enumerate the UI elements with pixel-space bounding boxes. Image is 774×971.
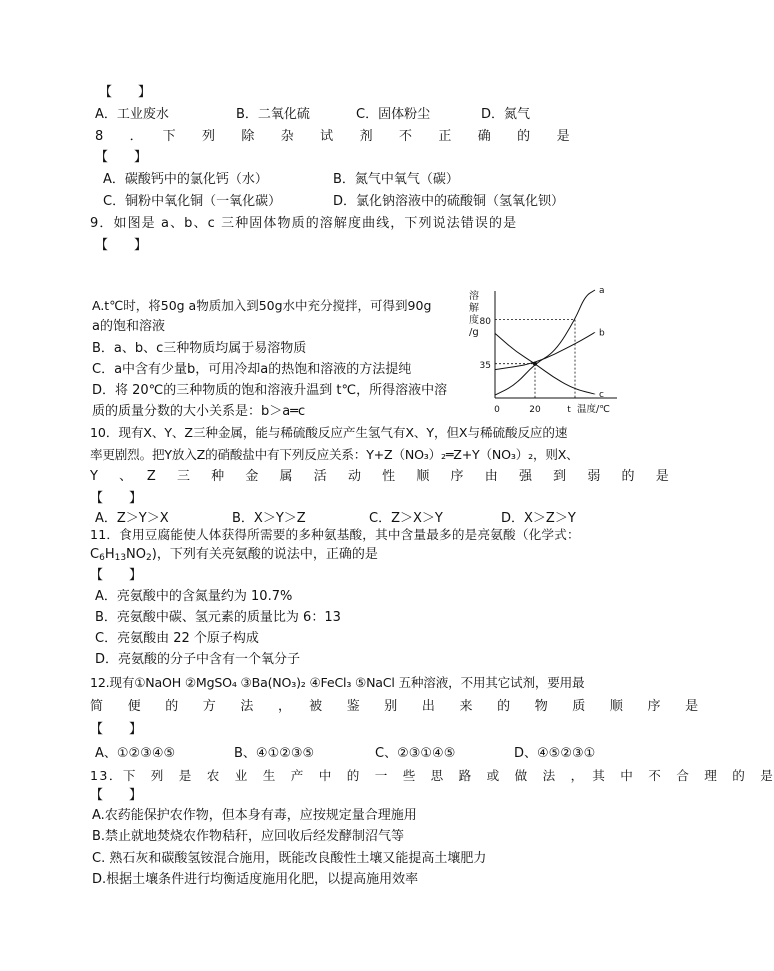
chart-y-label [469, 289, 479, 338]
q8-answer-bracket: 【 】 [95, 150, 148, 165]
q10-option-a: A．Z＞Y＞X [95, 511, 169, 526]
q7-answer-bracket: 【 】 [99, 85, 152, 100]
q9-option-a-line2: a的饱和溶液 [92, 319, 165, 334]
q12-stem-line2: 简 便 的 方 法 ， 被 鉴 别 出 来 的 物 质 顺 序 是 [90, 699, 704, 714]
q7-option-c: C．固体粉尘 [356, 107, 431, 122]
q13-option-d: D.根据土壤条件进行均衡适度施用化肥，以提高施用效率 [92, 872, 419, 887]
intersection-point [533, 362, 537, 366]
q9-option-c: C．a中含有少量b，可用冷却a的热饱和溶液的方法提纯 [92, 362, 412, 377]
series-b-label: b [599, 328, 605, 339]
q13-option-a: A.农药能保护农作物，但本身有毒，应按规定量合理施用 [92, 808, 417, 823]
q9-answer-bracket: 【 】 [95, 238, 148, 253]
y-label-char: /g [469, 327, 479, 338]
series-c-curve [495, 333, 595, 394]
q13-option-b: B.禁止就地焚烧农作物秸秆，应回收后经发酵制沼气等 [92, 829, 405, 844]
q8-option-c: C．铜粉中氧化铜（一氧化碳） [103, 194, 282, 209]
q10-option-c: C．Z＞X＞Y [369, 511, 443, 526]
q11-option-c: C．亮氨酸由 22 个原子构成 [95, 631, 259, 646]
series-a-curve [495, 290, 595, 395]
x-tick-label: 20 [529, 405, 541, 415]
q7-option-d: D．氮气 [481, 107, 531, 122]
q7-option-a: A．工业废水 [95, 107, 169, 122]
y-label-char: 度 [469, 315, 479, 326]
q11-stem-line1: 11．食用豆腐能使人体获得所需要的多种氨基酸，其中含量最多的是亮氨酸（化学式： [90, 527, 580, 542]
q11-stem-line2 [90, 546, 378, 564]
q12-option-b: B、④①②③⑤ [234, 746, 315, 761]
q11-option-a: A．亮氨酸中的含氮量约为 10.7% [95, 589, 293, 604]
y-tick-label: 35 [479, 361, 491, 371]
q10-option-d: D．X＞Z＞Y [501, 511, 576, 526]
q11-answer-bracket: 【 】 [90, 568, 143, 583]
q8-stem: 8 ． 下 列 除 杂 试 剂 不 正 确 的 是 [95, 129, 577, 144]
y-label-char: 解 [469, 303, 479, 314]
q12-stem-line1: 12.现有①NaOH ②MgSO₄ ③Ba(NO₃)₂ ④FeCl₃ ⑤NaCl 五种溶液，不用其它试剂，要用最 [90, 675, 585, 690]
series-b-curve [495, 332, 595, 369]
series-c-label: c [599, 390, 604, 401]
q12-option-c: C、②③①④⑤ [375, 746, 456, 761]
q8-option-b: B．氮气中氧气（碳） [333, 172, 459, 187]
q7-option-b: B．二氧化硫 [236, 107, 310, 122]
series-a-label: a [599, 286, 605, 296]
q8-option-a: A．碳酸钙中的氯化钙（水） [103, 172, 268, 187]
q10-stem-line2: 率更剧烈。把Y放入Z的硝酸盐中有下列反应关系：Y+Z（NO₃）₂═Z+Y（NO₃）₂，则X、 [90, 447, 579, 462]
q11-option-b: B．亮氨酸中碳、氢元素的质量比为 6：13 [95, 610, 341, 625]
q12-answer-bracket: 【 】 [90, 722, 143, 737]
q8-option-d: D．氯化钠溶液中的硫酸铜（氢氧化钡） [333, 194, 565, 209]
q9-option-b: B．a、b、c三种物质均属于易溶物质 [92, 341, 307, 356]
q9-option-d-line2: 质的质量分数的大小关系是：b＞a═c [92, 404, 306, 419]
x-tick-label: 0 [494, 405, 500, 415]
q12-option-d: D、④⑤②③① [514, 746, 596, 761]
q10-option-b: B．X＞Y＞Z [232, 511, 306, 526]
y-label-char: 溶 [469, 291, 479, 302]
q9-option-d-line1: D．将 20℃的三种物质的饱和溶液升温到 t℃，所得溶液中溶 [92, 383, 448, 398]
q9-option-a-line1: A.t℃时，将50g a物质加入到50g水中充分搅拌，可得到90g [92, 298, 432, 313]
x-tick-label: t [567, 405, 571, 415]
q13-stem: 13．下 列 是 农 业 生 产 中 的 一 些 思 路 或 做 法 ， 其 中 不 合 理 的 是 [90, 768, 774, 783]
q11-option-d: D．亮氨酸的分子中含有一个氧分子 [95, 652, 301, 667]
q13-option-c: C. 熟石灰和碳酸氢铵混合施用，既能改良酸性土壤又能提高土壤肥力 [92, 851, 487, 866]
y-tick-label: 80 [479, 317, 491, 327]
solubility-chart [465, 286, 655, 416]
q13-answer-bracket: 【 】 [90, 788, 143, 803]
q10-stem-line3: Y 、 Z 三 种 金 属 活 动 性 顺 序 由 强 到 弱 的 是 [90, 469, 673, 484]
q10-stem-line1: 10．现有X、Y、Z三种金属，能与稀硫酸反应产生氢气有X、Y，但X与稀硫酸反应的速 [90, 425, 568, 440]
q11-stem-tail: ，下列有关亮氨酸的说法中，正确的是 [156, 547, 378, 562]
q9-stem: 9．如图是 a、b、c 三种固体物质的溶解度曲线，下列说法错误的是 [90, 216, 518, 231]
leucine-formula: $C_6H_{13}NO_2$) [90, 547, 157, 563]
q10-answer-bracket: 【 】 [90, 491, 143, 506]
x-axis-label: 温度/℃ [577, 404, 610, 415]
q12-option-a: A、①②③④⑤ [95, 746, 176, 761]
